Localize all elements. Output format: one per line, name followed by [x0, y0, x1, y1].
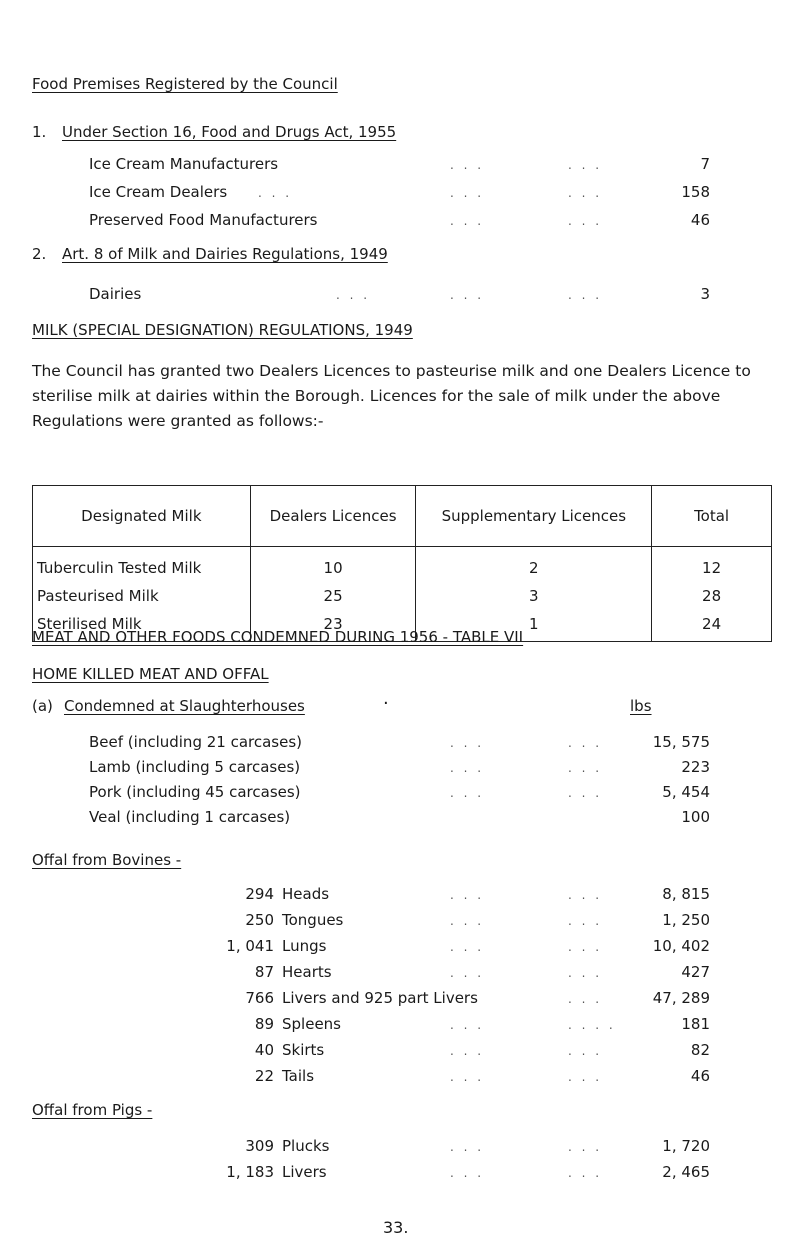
leader-dots: . . .	[568, 1044, 603, 1058]
offal-count: 40	[254, 1041, 274, 1059]
leader-dots: . . .	[450, 888, 485, 902]
list-item-name: Ice Cream Manufacturers	[89, 155, 279, 173]
leader-dots: . . .	[450, 158, 485, 172]
leader-dots: . . .	[450, 1140, 485, 1154]
table-header: Supplementary Licences	[416, 486, 652, 547]
table-cell: Tuberculin Tested Milk	[33, 547, 251, 583]
leader-dots: . . .	[450, 940, 485, 954]
list-item-name: Beef (including 21 carcases)	[89, 733, 303, 751]
section-1-title: Under Section 16, Food and Drugs Act, 1955	[62, 123, 397, 141]
offal-weight: 1, 720	[662, 1137, 710, 1155]
offal-count: 250	[245, 911, 274, 929]
table-row	[33, 582, 772, 610]
offal-weight: 10, 402	[652, 937, 710, 955]
list-item-name: Lamb (including 5 carcases)	[89, 758, 301, 776]
leader-dots: . . .	[568, 288, 603, 302]
leader-dots: . . .	[450, 1044, 485, 1058]
table-header: Total	[652, 486, 772, 547]
leader-dots: . . .	[450, 761, 485, 775]
offal-pigs-title: Offal from Pigs -	[32, 1101, 153, 1119]
leader-dots: . . .	[568, 736, 603, 750]
bullet: ·	[383, 693, 389, 714]
leader-dots: . . .	[568, 214, 603, 228]
leader-dots: . . .	[568, 1070, 603, 1084]
leader-dots: . . . .	[568, 1018, 616, 1032]
offal-count: 309	[245, 1137, 274, 1155]
table-header: Dealers Licences	[250, 486, 416, 547]
milk-licences-table	[32, 485, 772, 642]
list-item-value: 3	[700, 285, 710, 303]
table-cell: 2	[416, 547, 652, 583]
section-2-title: Art. 8 of Milk and Dairies Regulations, 1949	[62, 245, 388, 263]
table-cell: 1	[416, 610, 652, 642]
offal-weight: 2, 465	[662, 1163, 710, 1181]
slaughter-title: Condemned at Slaughterhouses	[64, 697, 305, 715]
offal-weight: 47, 289	[652, 989, 710, 1007]
offal-name: Lungs	[282, 937, 327, 955]
table-header-row	[33, 486, 772, 547]
table-cell: 10	[250, 547, 416, 583]
offal-count: 87	[254, 963, 274, 981]
leader-dots: . . .	[568, 1140, 603, 1154]
table-row	[33, 547, 772, 583]
table-cell: 3	[416, 582, 652, 610]
leader-dots: . . .	[450, 288, 485, 302]
offal-bovines-title: Offal from Bovines -	[32, 851, 182, 869]
heading-food-premises: Food Premises Registered by the Council	[32, 75, 338, 93]
leader-dots: . . .	[568, 761, 603, 775]
offal-weight: 1, 250	[662, 911, 710, 929]
table-header: Designated Milk	[33, 486, 251, 547]
leader-dots: . . .	[450, 186, 485, 200]
offal-name: Spleens	[282, 1015, 341, 1033]
leader-dots: . . .	[568, 888, 603, 902]
list-item-value: 7	[700, 155, 710, 173]
leader-dots: . . .	[258, 186, 293, 200]
offal-name: Plucks	[282, 1137, 330, 1155]
leader-dots: . . .	[450, 736, 485, 750]
offal-name: Heads	[282, 885, 330, 903]
leader-dots: . . .	[568, 992, 603, 1006]
leader-dots: . . .	[568, 786, 603, 800]
list-item-value: 5, 454	[662, 783, 710, 801]
milk-paragraph: The Council has granted two Dealers Licences to pasteurise milk and one Dealers Licence to sterilise milk at dairies within the Borough. Licences for the sale of milk under the above Regulations were granted as follows:-	[32, 362, 751, 430]
heading-home-killed: HOME KILLED MEAT AND OFFAL	[32, 665, 269, 683]
table-cell: 28	[652, 582, 772, 610]
offal-count: 1, 041	[226, 937, 274, 955]
slaughter-label: (a)	[32, 697, 53, 715]
offal-weight: 427	[681, 963, 710, 981]
leader-dots: . . .	[450, 1166, 485, 1180]
offal-name: Hearts	[282, 963, 332, 981]
offal-count: 22	[254, 1067, 274, 1085]
offal-name: Tails	[282, 1067, 315, 1085]
leader-dots: . . .	[568, 940, 603, 954]
offal-name: Livers	[282, 1163, 327, 1181]
offal-name: Skirts	[282, 1041, 325, 1059]
page-number: 33.	[383, 1218, 409, 1237]
offal-count: 89	[254, 1015, 274, 1033]
leader-dots: . . .	[450, 966, 485, 980]
list-item-value: 223	[681, 758, 710, 776]
leader-dots: . . .	[450, 1070, 485, 1084]
list-item-value: 15, 575	[652, 733, 710, 751]
offal-weight: 181	[681, 1015, 710, 1033]
list-item-name: Ice Cream Dealers	[89, 183, 228, 201]
leader-dots: . . .	[450, 1018, 485, 1032]
leader-dots: . . .	[450, 914, 485, 928]
heading-meat-condemned: MEAT AND OTHER FOODS CONDEMNED DURING 1956 - TABLE VII	[32, 628, 524, 646]
offal-name: Livers and 925 part Livers	[282, 989, 478, 1007]
list-item-name: Preserved Food Manufacturers	[89, 211, 318, 229]
unit-label: lbs	[630, 697, 652, 715]
list-item-name: Pork (including 45 carcases)	[89, 783, 301, 801]
list-item-value: 100	[681, 808, 710, 826]
leader-dots: . . .	[568, 966, 603, 980]
offal-count: 766	[245, 989, 274, 1007]
leader-dots: . . .	[568, 186, 603, 200]
list-item-value: 158	[681, 183, 710, 201]
leader-dots: . . .	[336, 288, 371, 302]
offal-count: 294	[245, 885, 274, 903]
section-2-number: 2.	[32, 245, 47, 263]
leader-dots: . . .	[568, 914, 603, 928]
leader-dots: . . .	[450, 786, 485, 800]
leader-dots: . . .	[568, 1166, 603, 1180]
offal-weight: 46	[690, 1067, 710, 1085]
heading-milk-regulations: MILK (SPECIAL DESIGNATION) REGULATIONS, 1949	[32, 321, 413, 339]
table-cell: Pasteurised Milk	[33, 582, 251, 610]
offal-weight: 82	[690, 1041, 710, 1059]
table-cell: 23	[250, 610, 416, 642]
table-cell: 25	[250, 582, 416, 610]
offal-name: Tongues	[282, 911, 344, 929]
table-cell: 24	[652, 610, 772, 642]
list-item-name: Dairies	[89, 285, 142, 303]
leader-dots: . . .	[450, 214, 485, 228]
leader-dots: . . .	[568, 158, 603, 172]
section-1-number: 1.	[32, 123, 47, 141]
list-item-name: Veal (including 1 carcases)	[89, 808, 291, 826]
offal-count: 1, 183	[226, 1163, 274, 1181]
list-item-value: 46	[690, 211, 710, 229]
offal-weight: 8, 815	[662, 885, 710, 903]
table-cell: Sterilised Milk	[33, 610, 251, 642]
table-cell: 12	[652, 547, 772, 583]
